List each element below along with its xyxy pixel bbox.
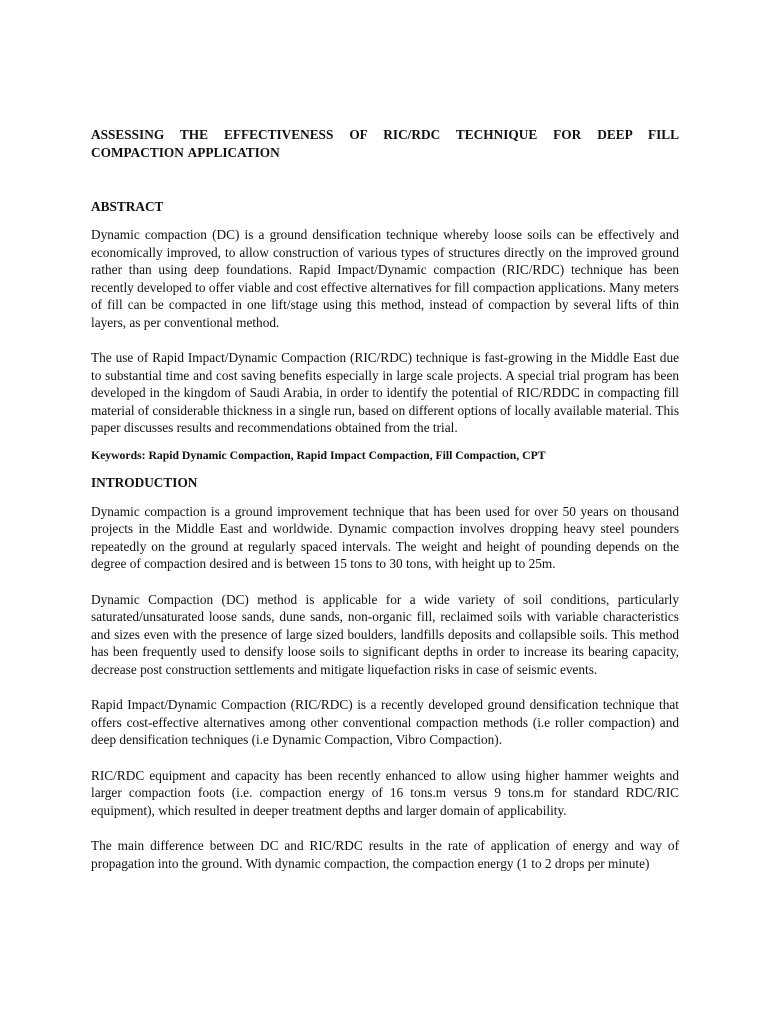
introduction-paragraph: RIC/RDC equipment and capacity has been recently enhanced to allow using higher hammer weights and larger compaction foots (i.e. compaction energy of 16 tons.m versus 9 tons.m for standard RDC/RIC equipment), which resulted in deeper treatment depths and larger domain of applicability. <box>91 767 679 818</box>
keywords-line: Keywords: Rapid Dynamic Compaction, Rapid Impact Compaction, Fill Compaction, CPT <box>91 448 546 462</box>
abstract-heading: ABSTRACT <box>91 199 164 214</box>
abstract-paragraph: The use of Rapid Impact/Dynamic Compaction (RIC/RDC) technique is fast-growing in the Middle East due to substantial time and cost saving benefits especially in large scale projects. A special trial program has been developed in the kingdom of Saudi Arabia, in order to identify the potential of RIC/RDDC in compacting fill material of considerable thickness in a single run, based on different options of locally available material. This paper discusses results and recommendations obtained from the trial. <box>91 350 679 435</box>
document-title: ASSESSING THE EFFECTIVENESS OF RIC/RDC TECHNIQUE FOR DEEP FILL COMPACTION APPLICATION <box>91 127 679 160</box>
abstract-paragraph: Dynamic compaction (DC) is a ground densification technique whereby loose soils can be effectively and economically improved, to allow construction of various types of structures directly on the improved ground rather than using deep foundations. Rapid Impact/Dynamic compaction (RIC/RDC) technique has been recently developed to offer viable and cost effective alternatives for fill compaction applications. Many meters of fill can be compacted in one lift/stage using this method, instead of compaction by several lifts of thin layers, as per conventional method. <box>91 227 679 330</box>
introduction-paragraph: The main difference between DC and RIC/RDC results in the rate of application of energy and way of propagation into the ground. With dynamic compaction, the compaction energy (1 to 2 drops per minute) <box>91 838 679 871</box>
introduction-heading: INTRODUCTION <box>91 474 198 490</box>
introduction-paragraph: Dynamic Compaction (DC) method is applicable for a wide variety of soil conditions, particularly saturated/unsaturated loose sands, dune sands, non-organic fill, reclaimed soils with variable characteristics and sizes even with the presence of large sized boulders, landfills deposits and collapsible soils. This method has been frequently used to densify loose soils to significant depths in order to increase its bearing capacity, decrease post construction settlements and mitigate liquefaction risks in case of seismic events. <box>91 591 679 677</box>
document-page <box>91 126 679 872</box>
introduction-paragraph: Dynamic compaction is a ground improvement technique that has been used for over 50 years on thousand projects in the Middle East and worldwide. Dynamic compaction involves dropping heavy steel pounders repeatedly on the ground at regularly spaced intervals. The weight and height of pounding depends on the degree of compaction desired and is between 15 tons to 30 tons, with height up to 25m. <box>91 503 679 571</box>
introduction-paragraph: Rapid Impact/Dynamic Compaction (RIC/RDC) is a recently developed ground densification technique that offers cost-effective alternatives among other conventional compaction methods (i.e roller compaction) and deep densification techniques (i.e Dynamic Compaction, Vibro Compaction). <box>91 697 679 747</box>
